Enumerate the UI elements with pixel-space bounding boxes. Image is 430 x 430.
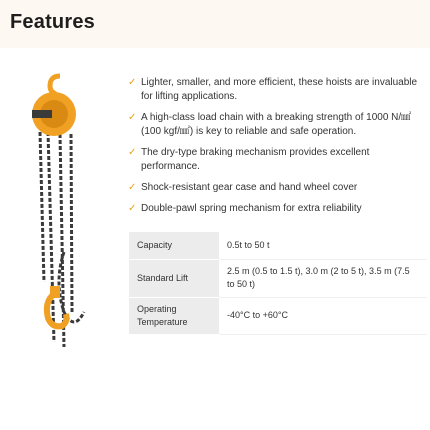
check-icon: ✓ (128, 112, 137, 123)
spec-value: -40°C to +60°C (219, 297, 427, 334)
list-item (128, 76, 428, 104)
section-header (0, 0, 430, 48)
feature-text: Shock-resistant gear case and hand wheel cover (141, 182, 358, 193)
feature-list (128, 76, 428, 223)
list-item (128, 111, 428, 139)
feature-text: The dry-type braking mechanism provides excellent performance. (141, 147, 370, 172)
table-row (129, 232, 427, 259)
feature-text: Double-pawl spring mechanism for extra reliability (141, 203, 362, 214)
list-item (128, 181, 428, 195)
spec-label: Operating Temperature (129, 297, 219, 334)
check-icon: ✓ (128, 77, 137, 88)
top-hook (50, 76, 60, 94)
spec-value: 2.5 m (0.5 to 1.5 t), 3.0 m (2 to 5 t), 3.5 m (7.5 to 50 t) (219, 259, 427, 297)
feature-text: Lighter, smaller, and more efficient, these hoists are invaluable for lifting applications. (141, 77, 418, 102)
check-icon: ✓ (128, 203, 137, 214)
spec-label: Standard Lift (129, 259, 219, 297)
spec-value: 0.5t to 50 t (219, 232, 427, 259)
chain-hoist-image (14, 72, 114, 347)
page-title: Features (10, 11, 95, 33)
table-row (129, 297, 427, 334)
list-item (128, 202, 428, 216)
list-item (128, 146, 428, 174)
spec-label: Capacity (129, 232, 219, 259)
feature-text: A high-class load chain with a breaking strength of 1000 N/㎟ (100 kgf/㎟) is key to reliable and safe operation. (141, 112, 412, 137)
check-icon: ✓ (128, 182, 137, 193)
table-row (129, 259, 427, 297)
spec-table (129, 232, 427, 335)
check-icon: ✓ (128, 147, 137, 158)
